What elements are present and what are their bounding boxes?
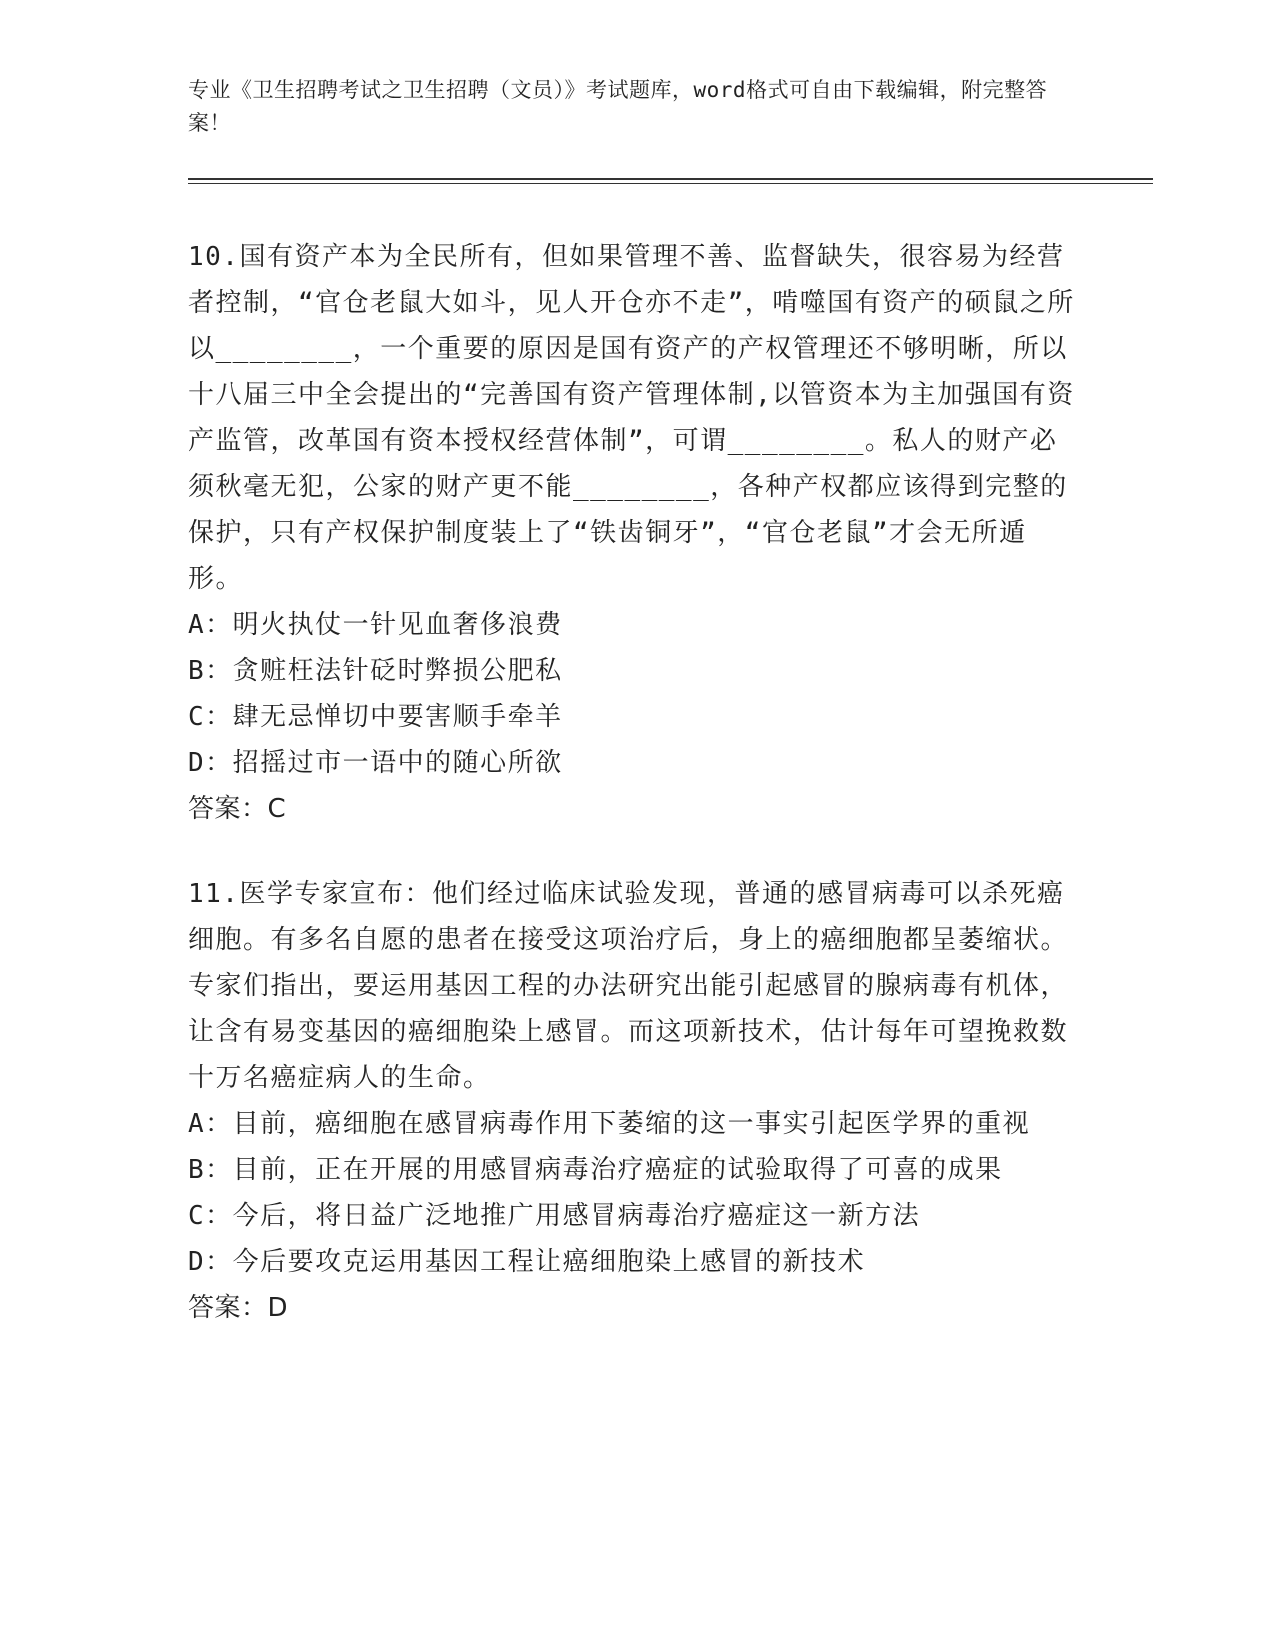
answer: 答案：C: [188, 794, 287, 824]
question-stem: [188, 871, 1078, 1101]
question-11: [188, 871, 1078, 1331]
header-text: 专业《卫生招聘考试之卫生招聘（文员）》考试题库，word格式可自由下载编辑，附完整答案！: [188, 78, 1048, 135]
option-d: D：招摇过市一语中的随心所欲: [188, 748, 563, 778]
option-a: A：明火执仗一针见血奢侈浪费: [188, 610, 563, 640]
question-number: 11.: [188, 879, 240, 909]
question-text: 国有资产本为全民所有，但如果管理不善、监督缺失，很容易为经营者控制，“官仓老鼠大如斗，见人开仓亦不走”，啃噬国有资产的硕鼠之所以________，一个重要的原因是国有资产的产权管理还不够明晰，所以十八届三中全会提出的“完善国有资产管理体制,以管资本为主加强国有资产监管，改革国有资本授权经营体制”，可谓________。私人的财产必须秋毫无犯，公家的财产更不能________，各种产权都应该得到完整的保护，只有产权保护制度装上了“铁齿铜牙”，“官仓老鼠”才会无所遁形。: [188, 242, 1075, 594]
document-header: [188, 74, 1088, 140]
answer: 答案：D: [188, 1293, 289, 1323]
question-10: [188, 234, 1078, 832]
option-b: B：贪赃枉法针砭时弊损公肥私: [188, 656, 563, 686]
option-d: D：今后要攻克运用基因工程让癌细胞染上感冒的新技术: [188, 1247, 866, 1277]
option-a: A：目前，癌细胞在感冒病毒作用下萎缩的这一事实引起医学界的重视: [188, 1109, 1031, 1139]
header-divider-thick: [188, 178, 1153, 180]
question-stem: [188, 234, 1078, 602]
header-divider-thin: [188, 183, 1153, 184]
option-c: C：今后，将日益广泛地推广用感冒病毒治疗癌症这一新方法: [188, 1201, 921, 1231]
question-text: 医学专家宣布：他们经过临床试验发现，普通的感冒病毒可以杀死癌细胞。有多名自愿的患者在接受这项治疗后，身上的癌细胞都呈萎缩状。专家们指出，要运用基因工程的办法研究出能引起感冒的腺病毒有机体，让含有易变基因的癌细胞染上感冒。而这项新技术，估计每年可望挽救数十万名癌症病人的生命。: [188, 879, 1069, 1093]
question-number: 10.: [188, 242, 240, 272]
option-c: C：肆无忌惮切中要害顺手牵羊: [188, 702, 563, 732]
option-b: B：目前，正在开展的用感冒病毒治疗癌症的试验取得了可喜的成果: [188, 1155, 1003, 1185]
